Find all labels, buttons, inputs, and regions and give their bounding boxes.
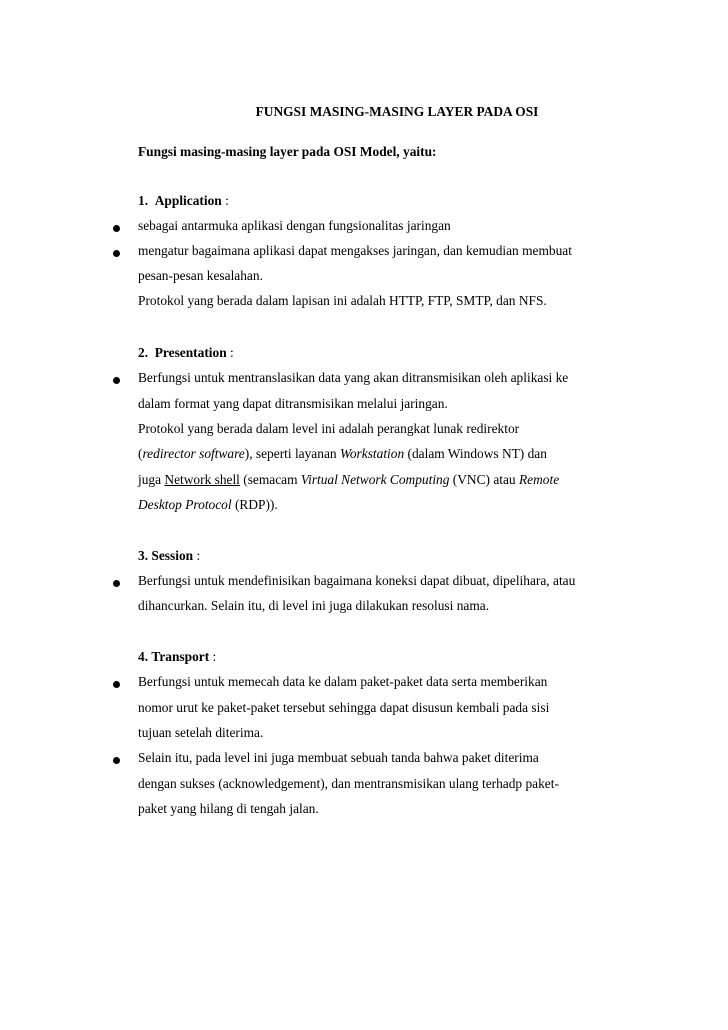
section-number: 3. <box>138 548 149 563</box>
paragraph-line: paket yang hilang di tengah jalan. <box>138 801 319 816</box>
text-run: ( <box>138 446 143 461</box>
text-run: (semacam <box>239 472 301 487</box>
bullet-icon <box>113 757 120 764</box>
bullet-icon <box>113 681 120 688</box>
text-run: juga <box>138 472 165 487</box>
section-name: Transport <box>151 649 210 664</box>
section-name: Application <box>154 193 222 208</box>
paragraph-line: dengan sukses (acknowledgement), dan mentransmisikan ulang terhadp paket- <box>138 776 559 791</box>
paragraph-line: Berfungsi untuk memecah data ke dalam paket-paket data serta memberikan <box>138 674 548 689</box>
italic-text: Workstation <box>339 446 405 461</box>
page-title: FUNGSI MASING-MASING LAYER PADA OSI <box>255 104 539 119</box>
italic-text: redirector software <box>142 446 245 461</box>
section-colon: : <box>221 193 229 208</box>
text-run: (VNC) atau <box>449 472 519 487</box>
text-run: ), seperti layanan <box>244 446 340 461</box>
section-colon: : <box>226 345 234 360</box>
bullet-icon <box>113 250 120 257</box>
section-name: Presentation <box>154 345 227 360</box>
section-name: Session <box>151 548 194 563</box>
section-heading-session <box>138 548 200 564</box>
section-colon: : <box>209 649 217 664</box>
intro-heading: Fungsi masing-masing layer pada OSI Model, yaitu: <box>138 144 437 159</box>
paragraph-line: mengatur bagaimana aplikasi dapat mengakses jaringan, dan kemudian membuat <box>138 243 572 258</box>
paragraph-line: dalam format yang dapat ditransmisikan melalui jaringan. <box>138 396 448 411</box>
paragraph-line <box>138 497 278 513</box>
paragraph-line: Protokol yang berada dalam lapisan ini adalah HTTP, FTP, SMTP, dan NFS. <box>138 293 547 308</box>
bullet-icon <box>113 580 120 587</box>
bullet-icon <box>113 225 120 232</box>
section-number: 1. <box>138 193 149 208</box>
paragraph-line: tujuan setelah diterima. <box>138 725 264 740</box>
italic-text: Virtual Network Computing <box>300 472 450 487</box>
paragraph-line <box>138 472 559 488</box>
section-heading-application <box>138 193 229 209</box>
section-number: 4. <box>138 649 149 664</box>
paragraph-line: Berfungsi untuk mendefinisikan bagaimana koneksi dapat dibuat, dipelihara, atau <box>138 573 576 588</box>
paragraph-line: Protokol yang berada dalam level ini adalah perangkat lunak redirektor <box>138 421 520 436</box>
text-run: (dalam Windows NT) dan <box>404 446 547 461</box>
italic-text: Remote <box>518 472 560 487</box>
section-colon: : <box>193 548 201 563</box>
paragraph-line: dihancurkan. Selain itu, di level ini juga dilakukan resolusi nama. <box>138 598 490 613</box>
section-number: 2. <box>138 345 149 360</box>
section-heading-presentation <box>138 345 234 361</box>
paragraph-line: Selain itu, pada level ini juga membuat sebuah tanda bahwa paket diterima <box>138 750 539 765</box>
network-shell-link[interactable]: Network shell <box>164 472 240 487</box>
paragraph-line <box>138 446 547 462</box>
paragraph-line: Berfungsi untuk mentranslasikan data yang akan ditransmisikan oleh aplikasi ke <box>138 370 569 385</box>
paragraph-line: nomor urut ke paket-paket tersebut sehingga dapat disusun kembali pada sisi <box>138 700 550 715</box>
paragraph-line: sebagai antarmuka aplikasi dengan fungsionalitas jaringan <box>138 218 451 233</box>
section-heading-transport <box>138 649 216 665</box>
paragraph-line: pesan-pesan kesalahan. <box>138 268 263 283</box>
italic-text: Desktop Protocol <box>138 497 232 512</box>
bullet-icon <box>113 377 120 384</box>
text-run: (RDP)). <box>231 497 278 512</box>
